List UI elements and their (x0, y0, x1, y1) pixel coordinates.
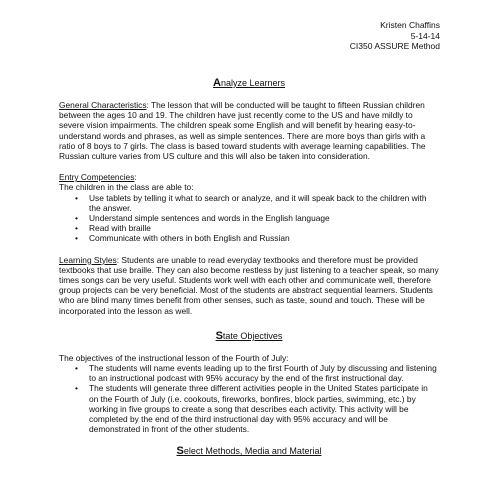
learning-styles-label: Learning Styles (59, 254, 117, 265)
list-item: • Communicate with others in both English and Russian (89, 233, 439, 243)
document-body (59, 78, 439, 457)
entry-competencies-list (59, 193, 439, 244)
author-name: Kristen Chaffins (380, 20, 440, 30)
objectives-heading-initial: S (215, 329, 223, 342)
state-objectives-heading (59, 331, 439, 342)
list-item: • The students will generate three different activities people in the United States participate in on the Fourth of July (i.e. cookouts, fireworks, bonfires, block parties, swimming, etc.) by working in five groups to create a song that describes each activity. This activity will be completed by the end of the third instructional day with 95% accuracy and will be demonstrated in front of the other students. (89, 383, 439, 434)
course-title: CI350 ASSURE Method (349, 41, 440, 51)
analyze-heading-rest: nalyze Learners (220, 78, 285, 88)
select-methods-heading (59, 446, 439, 457)
objectives-intro: The objectives of the instructional lesson of the Fourth of July: (59, 352, 289, 363)
list-item: • The students will name events leading up to the first Fourth of July by discussing and listening to an instructional podcast with 95% accuracy by the end of the first instructional day. (89, 363, 439, 383)
general-characteristics-paragraph (59, 100, 439, 161)
list-item: • Read with braille (89, 223, 439, 233)
list-item: • Use tablets by telling it what to search or analyze, and it will speak back to the children with the answer. (89, 193, 439, 213)
document-header (350, 20, 440, 52)
objectives-list (59, 363, 439, 434)
entry-competencies-colon: : (134, 172, 137, 183)
objectives-heading-rest: tate Objectives (222, 330, 283, 341)
methods-heading-initial: S (176, 445, 184, 458)
methods-heading-rest: elect Methods, Media and Material (183, 446, 322, 457)
analyze-learners-heading (59, 78, 439, 89)
entry-competencies-intro: The children in the class are able to: (59, 182, 194, 193)
entry-competencies-label: Entry Competencies (59, 172, 135, 183)
list-item: • Understand simple sentences and words in the English language (89, 213, 439, 223)
entry-competencies-heading (59, 172, 439, 182)
document-date: 5-14-14 (410, 30, 440, 41)
analyze-heading-initial: A (213, 77, 221, 89)
general-characteristics-label: General Characteristics (59, 100, 147, 110)
learning-styles-text: : Students are unable to read everyday textbooks and therefore must be provided textbooks that use braille. They can also become restless by just listening to a teacher speak, so many times songs can be very useful. Students work well with each other and communicate well, therefore group projects can be very beneficial. Most of the students are abstract sequential learners. Students who are blind many times benefit from other senses, such as taste, sound and touch. These will be incorporated into the lesson as well. (59, 254, 439, 316)
learning-styles-paragraph (59, 255, 439, 316)
general-characteristics-text: : The lesson that will be conducted will be taught to fifteen Russian children between the ages 10 and 19. The children have just recently come to the US and have mildly to severe vision impairments. The children speak some English and will benefit by hearing easy-to-understand words and phrases, as well as simple sentences. There are more boys than girls with a ratio of 8 boys to 7 girls. The class is based toward students with average learning capabilities. The Russian culture varies from US culture and this will also be taken into consideration. (59, 100, 426, 162)
